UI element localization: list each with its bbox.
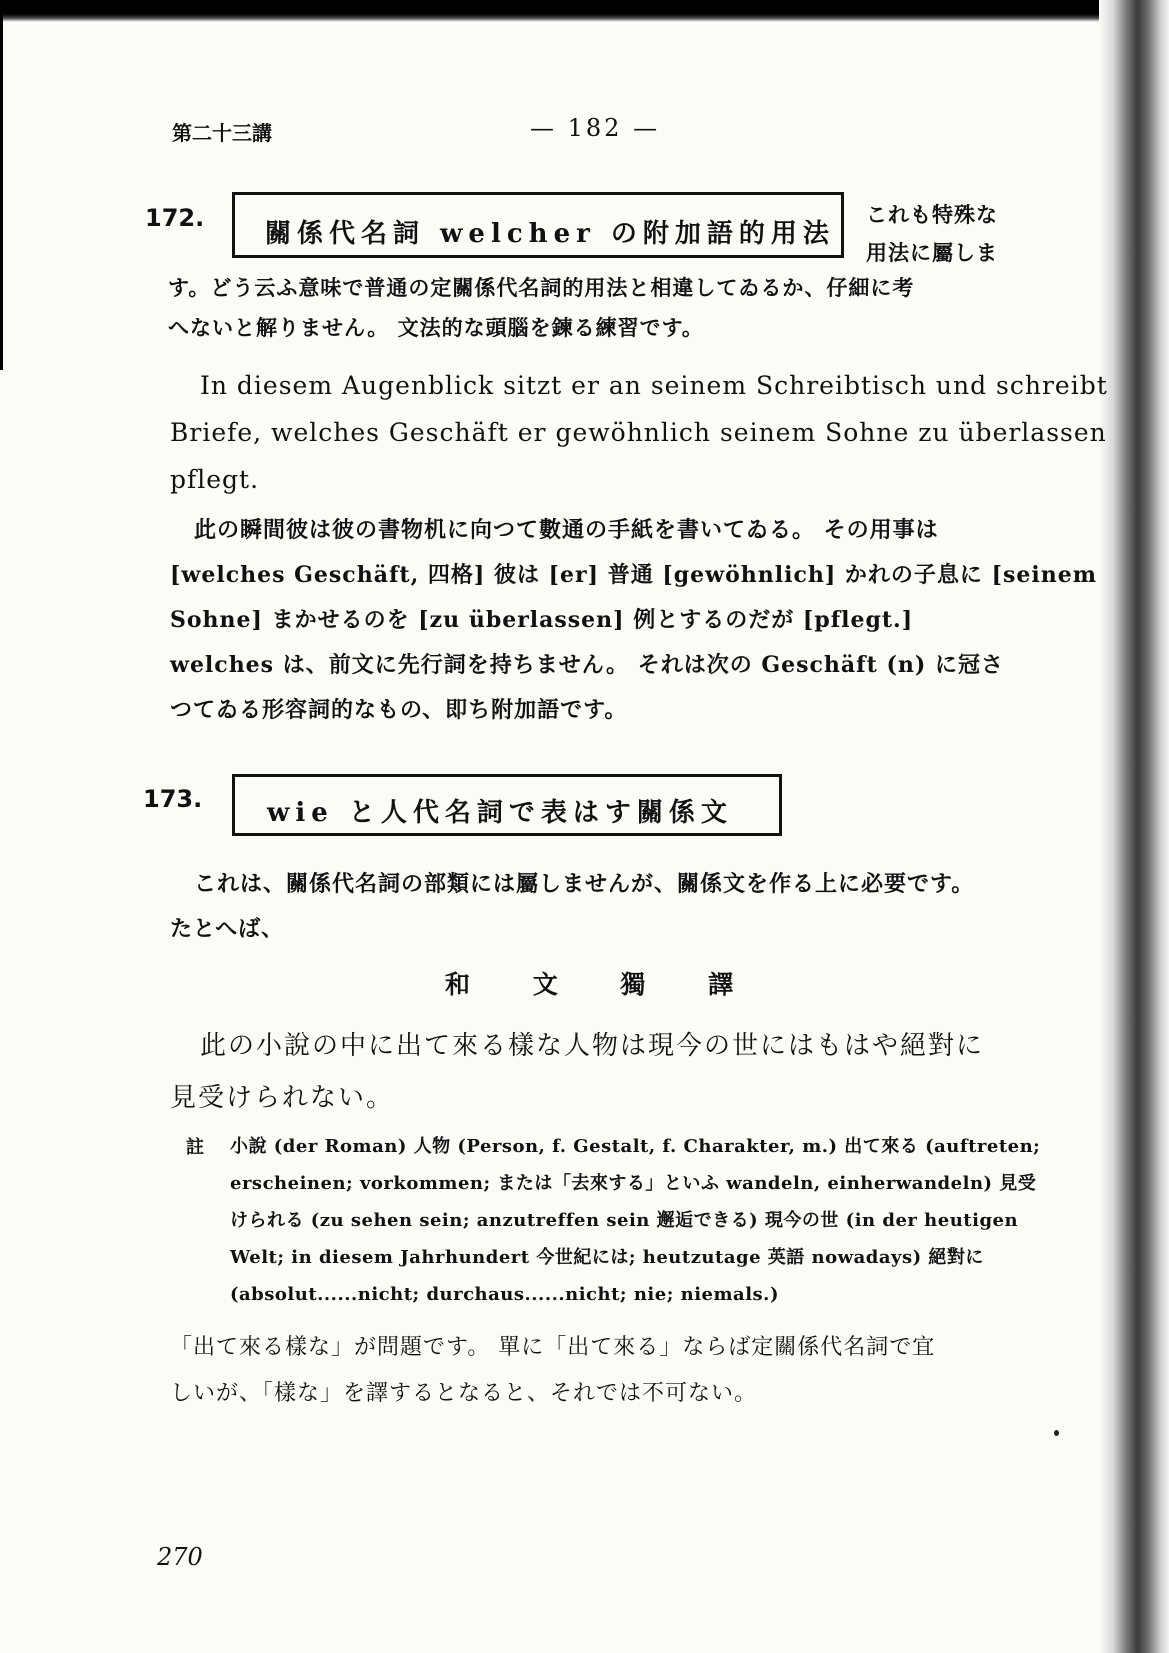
note-line: (absolut......nicht; durchaus......nicht; nie; niemals.) bbox=[230, 1284, 779, 1305]
scan-top-shadow bbox=[0, 0, 1169, 22]
closing-line: しいが、「樣な」を譯するとなると、それでは不可ない。 bbox=[170, 1381, 758, 1406]
page-number: — 182 — bbox=[530, 114, 661, 142]
section-172-intro bbox=[168, 268, 914, 348]
exercise-line: 此の小說の中に出て來る樣な人物は現今の世にはもはや絕對に bbox=[200, 1031, 985, 1061]
section-173-title: wie と人代名詞で表はす關係文 bbox=[267, 798, 733, 828]
german-line: In diesem Augenblick sitzt er an seinem Schreibtisch und schreibt bbox=[200, 371, 1108, 400]
intro-line: す。どう云ふ意味で普通の定關係代名詞的用法と相違してゐるか、仔細に考 bbox=[168, 275, 915, 300]
note-line: 小說 (der Roman) 人物 (Person, f. Gestalt, f. Charakter, m.) 出て來る (auftreten; bbox=[230, 1136, 1041, 1157]
german-example bbox=[170, 362, 1108, 503]
section-173-intro bbox=[170, 862, 974, 952]
explanation-line: welches は、前文に先行詞を持ちません。 それは次の Geschäft (n) に冠さ bbox=[170, 652, 1004, 678]
intro-line: へないと解りません。 文法的な頭腦を鍊る練習です。 bbox=[168, 315, 704, 340]
translation-line: 此の瞬間彼は彼の書物机に向つて數通の手紙を書いてゐる。 その用事は bbox=[194, 517, 939, 543]
section-173-number: 173. bbox=[143, 785, 203, 813]
ink-speck bbox=[1054, 1430, 1059, 1436]
translation-line: [welches Geschäft, 四格] 彼は [er] 普通 [gewöhnlich] かれの子息に [seinem bbox=[170, 562, 1097, 588]
german-line: Briefe, welches Geschäft er gewöhnlich seinem Sohne zu überlassen bbox=[170, 418, 1107, 447]
section-172-number: 172. bbox=[145, 204, 205, 232]
explanation-line: つてゐる形容詞的なもの、即ち附加語です。 bbox=[170, 697, 628, 723]
section-172-title-box bbox=[232, 192, 844, 258]
intro-line: これは、關係代名詞の部類には屬しませんが、關係文を作る上に必要です。 bbox=[194, 871, 975, 897]
folio-number: 270 bbox=[157, 1543, 203, 1571]
explanation-paragraph bbox=[170, 643, 1004, 733]
exercise-heading: 和 文 獨 譯 bbox=[445, 970, 736, 999]
vocabulary-note bbox=[230, 1128, 1040, 1313]
note-line: erscheinen; vorkommen; または「去來する」といふ wandeln, einherwandeln) 見受 bbox=[230, 1173, 1037, 1194]
closing-line: 「出て來る樣な」が問題です。 單に「出て來る」ならば定關係代名詞で宜 bbox=[170, 1335, 936, 1360]
exercise-line: 見受けられない。 bbox=[170, 1083, 395, 1113]
scan-left-edge bbox=[0, 0, 3, 370]
section-172-title: 關係代名詞 welcher の附加語的用法 bbox=[265, 219, 835, 249]
section-173-title-box bbox=[232, 774, 782, 836]
section-172-side-note bbox=[866, 196, 1016, 272]
intro-line: たとへば、 bbox=[170, 916, 285, 942]
note-label: 註 bbox=[186, 1137, 204, 1158]
translation-line: Sohne] まかせるのを [zu überlassen] 例とするのだが [pflegt.] bbox=[170, 607, 914, 633]
closing-paragraph bbox=[170, 1325, 935, 1417]
translation-paragraph bbox=[170, 508, 1097, 643]
chapter-heading: 第二十三講 bbox=[172, 121, 272, 145]
german-line: pflegt. bbox=[170, 465, 260, 494]
exercise-sentence bbox=[170, 1020, 984, 1124]
side-note-line: 用法に屬しま bbox=[866, 240, 998, 265]
page-binding-shadow bbox=[1099, 0, 1169, 1653]
side-note-line: これも特殊な bbox=[866, 202, 998, 227]
note-line: Welt; in diesem Jahrhundert 今世紀には; heutzutage 英語 nowadays) 絕對に bbox=[230, 1247, 984, 1268]
note-line: けられる (zu sehen sein; anzutreffen sein 邂逅できる) 現今の世 (in der heutigen bbox=[230, 1210, 1019, 1231]
